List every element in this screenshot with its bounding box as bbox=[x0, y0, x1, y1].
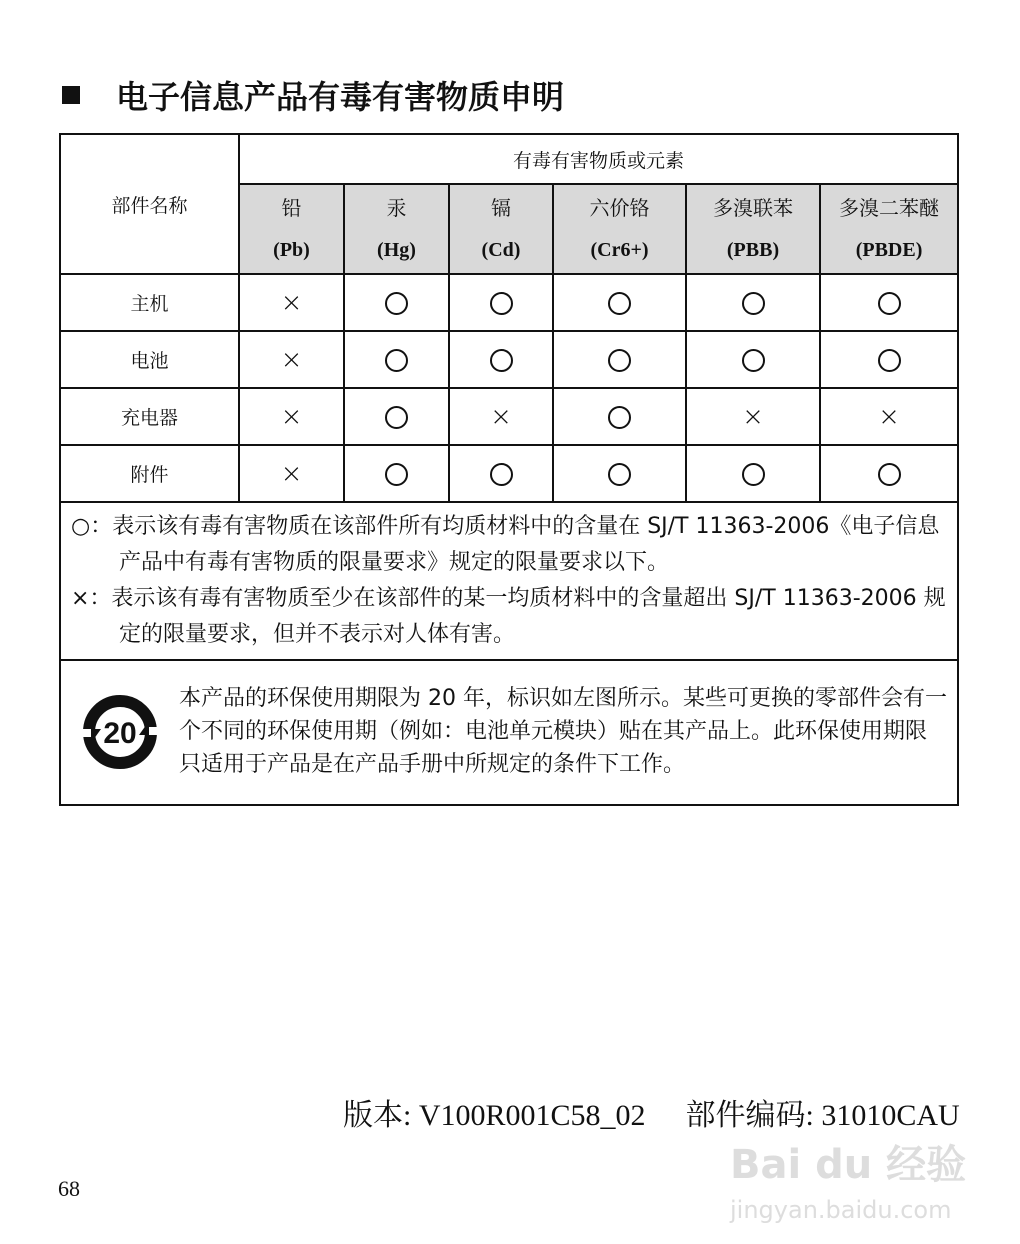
circle-icon bbox=[385, 349, 408, 372]
title-text: 电子信息产品有毒有害物质申明 bbox=[116, 78, 565, 116]
version-label: 版本: V100R001C58_02 bbox=[343, 1099, 646, 1132]
compliant-mark bbox=[553, 331, 686, 388]
table-row bbox=[60, 388, 958, 445]
circle-icon bbox=[608, 292, 631, 315]
substance-symbol: (Pb) bbox=[273, 239, 310, 261]
svg-text:20: 20 bbox=[103, 716, 137, 750]
part-name: 主机 bbox=[60, 274, 239, 331]
compliant-mark bbox=[820, 445, 958, 502]
table-row bbox=[60, 274, 958, 331]
substance-header bbox=[820, 184, 958, 274]
circle-icon bbox=[608, 406, 631, 429]
cross-icon: × bbox=[280, 287, 303, 318]
compliant-mark bbox=[449, 445, 553, 502]
legend-notes bbox=[60, 502, 958, 660]
substance-header bbox=[344, 184, 449, 274]
note-circle: ○：表示该有毒有害物质在该部件所有均质材料中的含量在 SJ/T 11363-2006《电子信息产品中有毒有害物质的限量要求》规定的限量要求以下。 bbox=[71, 514, 940, 575]
circle-icon bbox=[608, 463, 631, 486]
substance-name: 多溴联苯 bbox=[713, 196, 793, 220]
compliant-mark bbox=[553, 445, 686, 502]
substance-group-header: 有毒有害物质或元素 bbox=[239, 134, 958, 184]
cross-icon: × bbox=[490, 401, 512, 432]
circle-icon bbox=[385, 406, 408, 429]
substance-name: 汞 bbox=[386, 196, 407, 220]
circle-icon bbox=[878, 292, 901, 315]
circle-icon bbox=[385, 463, 408, 486]
part-name: 充电器 bbox=[60, 388, 239, 445]
cross-icon: × bbox=[280, 458, 303, 489]
substance-header bbox=[686, 184, 820, 274]
compliant-mark bbox=[553, 388, 686, 445]
substance-name: 六价铬 bbox=[589, 196, 650, 220]
part-name: 附件 bbox=[60, 445, 239, 502]
substance-symbol: (Cd) bbox=[481, 239, 521, 261]
circle-icon bbox=[878, 349, 901, 372]
watermark-logo: Bai du 经验 bbox=[730, 1142, 967, 1188]
compliant-mark bbox=[820, 331, 958, 388]
substance-header bbox=[553, 184, 686, 274]
exceeds-mark bbox=[239, 331, 344, 388]
substance-symbol: (Cr6+) bbox=[590, 239, 649, 261]
env-protection-20-icon bbox=[61, 682, 179, 781]
compliant-mark bbox=[686, 445, 820, 502]
compliant-mark bbox=[344, 388, 449, 445]
circle-icon bbox=[878, 463, 901, 486]
part-name: 电池 bbox=[60, 331, 239, 388]
circle-icon bbox=[385, 292, 408, 315]
bullet-square-icon bbox=[62, 86, 80, 104]
substance-name: 镉 bbox=[491, 196, 511, 220]
compliant-mark bbox=[686, 274, 820, 331]
table-row bbox=[60, 331, 958, 388]
circle-icon bbox=[742, 349, 765, 372]
exceeds-mark bbox=[239, 274, 344, 331]
substance-header bbox=[449, 184, 553, 274]
table-row bbox=[60, 445, 958, 502]
cross-icon: × bbox=[280, 401, 303, 432]
circle-icon bbox=[490, 292, 513, 315]
circle-icon bbox=[490, 463, 513, 486]
cross-icon: × bbox=[878, 401, 900, 432]
env-period-text: 本产品的环保使用期限为 20 年，标识如左图所示。某些可更换的零部件会有一个不同的环保使用期（例如：电池单元模块）贴在其产品上。此环保使用期限只适用于产品是在产品手册中所规定的条件下工作。 bbox=[179, 686, 947, 777]
part-name-header: 部件名称 bbox=[60, 134, 239, 274]
part-code-label: 部件编码: 31010CAU bbox=[685, 1099, 960, 1132]
circle-icon bbox=[608, 349, 631, 372]
compliant-mark bbox=[344, 331, 449, 388]
footer-info bbox=[343, 1098, 960, 1134]
page-title bbox=[62, 72, 564, 118]
circle-icon bbox=[490, 349, 513, 372]
substance-symbol: (PBB) bbox=[726, 239, 780, 261]
compliant-mark bbox=[449, 331, 553, 388]
page-number: 68 bbox=[58, 1176, 80, 1201]
exceeds-mark bbox=[239, 388, 344, 445]
compliant-mark bbox=[344, 445, 449, 502]
substance-symbol: (Hg) bbox=[377, 239, 416, 261]
compliant-mark bbox=[553, 274, 686, 331]
compliant-mark bbox=[686, 331, 820, 388]
watermark-url: jingyan.baidu.com bbox=[730, 1196, 952, 1224]
exceeds-mark bbox=[686, 388, 820, 445]
exceeds-mark bbox=[820, 388, 958, 445]
substance-header bbox=[239, 184, 344, 274]
hazardous-substance-table bbox=[59, 133, 959, 806]
substance-symbol: (PBDE) bbox=[855, 239, 923, 261]
exceeds-mark bbox=[239, 445, 344, 502]
compliant-mark bbox=[344, 274, 449, 331]
circle-icon bbox=[742, 463, 765, 486]
substance-name: 多溴二苯醚 bbox=[839, 196, 940, 220]
circle-icon bbox=[742, 292, 765, 315]
cross-icon: × bbox=[742, 401, 764, 432]
cross-icon: × bbox=[280, 344, 303, 375]
compliant-mark bbox=[820, 274, 958, 331]
compliant-mark bbox=[449, 274, 553, 331]
env-period-section bbox=[60, 660, 958, 805]
exceeds-mark bbox=[449, 388, 553, 445]
note-cross: ×：表示该有毒有害物质至少在该部件的某一均质材料中的含量超出 SJ/T 11363-2006 规定的限量要求，但并不表示对人体有害。 bbox=[71, 586, 946, 647]
substance-name: 铅 bbox=[281, 196, 302, 220]
